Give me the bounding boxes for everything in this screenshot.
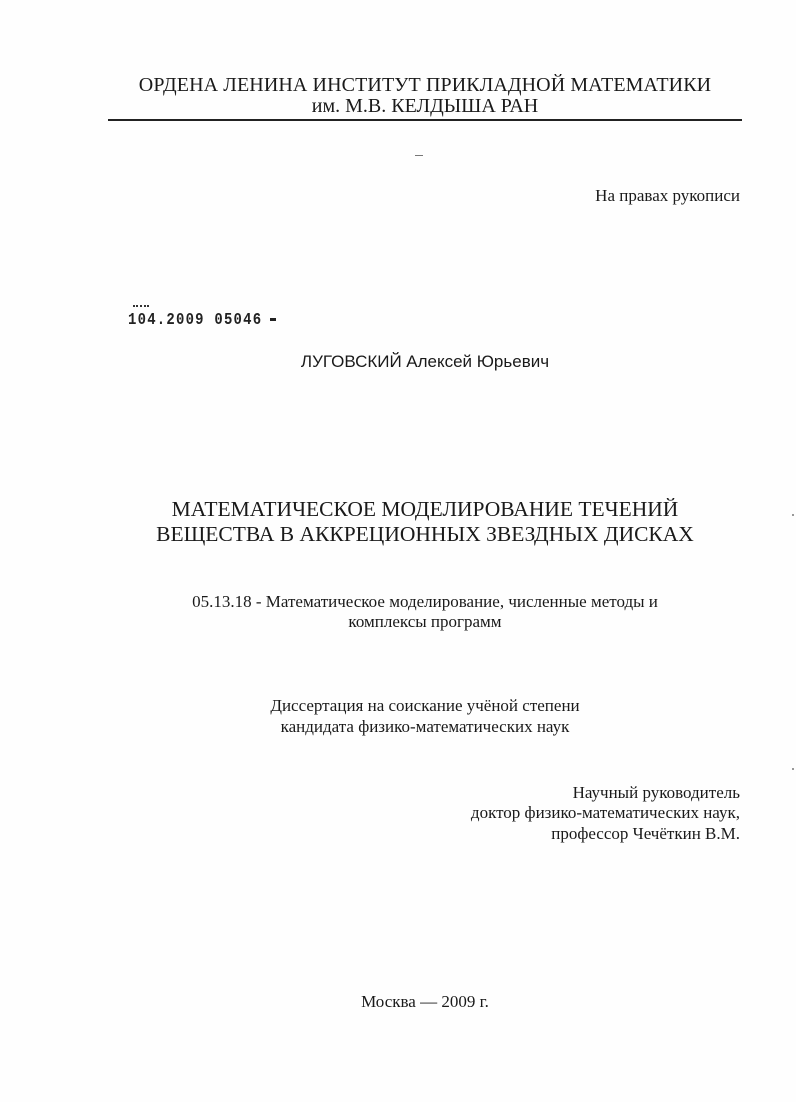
author-given-names: Алексей Юрьевич [406,352,550,371]
city-and-year: Москва — 2009 г. [361,992,489,1011]
manuscript-rights-note: На правах рукописи [595,186,740,205]
specialty-code-line1: 05.13.18 - Математическое моделирование, численные методы и [192,592,658,611]
scan-edge-mark [792,768,794,770]
thesis-title-line2: ВЕЩЕСТВА В АККРЕЦИОННЫХ ЗВЕЗДНЫХ ДИСКАХ [156,522,694,546]
scan-speck [415,155,423,156]
archive-stamp-mark [270,318,276,321]
archive-stamp-dots [133,305,149,309]
supervisor-name: профессор Чечёткин В.М. [551,824,740,843]
institution-name-line1: ОРДЕНА ЛЕНИНА ИНСТИТУТ ПРИКЛАДНОЙ МАТЕМАТИКИ [138,74,712,96]
specialty-code-line2: комплексы программ [348,612,502,631]
supervisor-degree: доктор физико-математических наук, [470,803,740,822]
institution-name-line2: им. М.В. КЕЛДЫША РАН [311,95,539,117]
scan-edge-mark [792,514,794,516]
thesis-title-line1: МАТЕМАТИЧЕСКОЕ МОДЕЛИРОВАНИЕ ТЕЧЕНИЙ [171,497,679,521]
author-name [0,351,796,372]
header-divider [108,119,742,121]
supervisor-heading: Научный руководитель [572,783,740,802]
author-surname: ЛУГОВСКИЙ [300,352,402,371]
degree-statement-line1: Диссертация на соискание учёной степени [270,696,580,715]
archive-stamp-number: 104.2009 05046 [128,311,263,330]
degree-statement-line2: кандидата физико-математических наук [280,717,570,736]
